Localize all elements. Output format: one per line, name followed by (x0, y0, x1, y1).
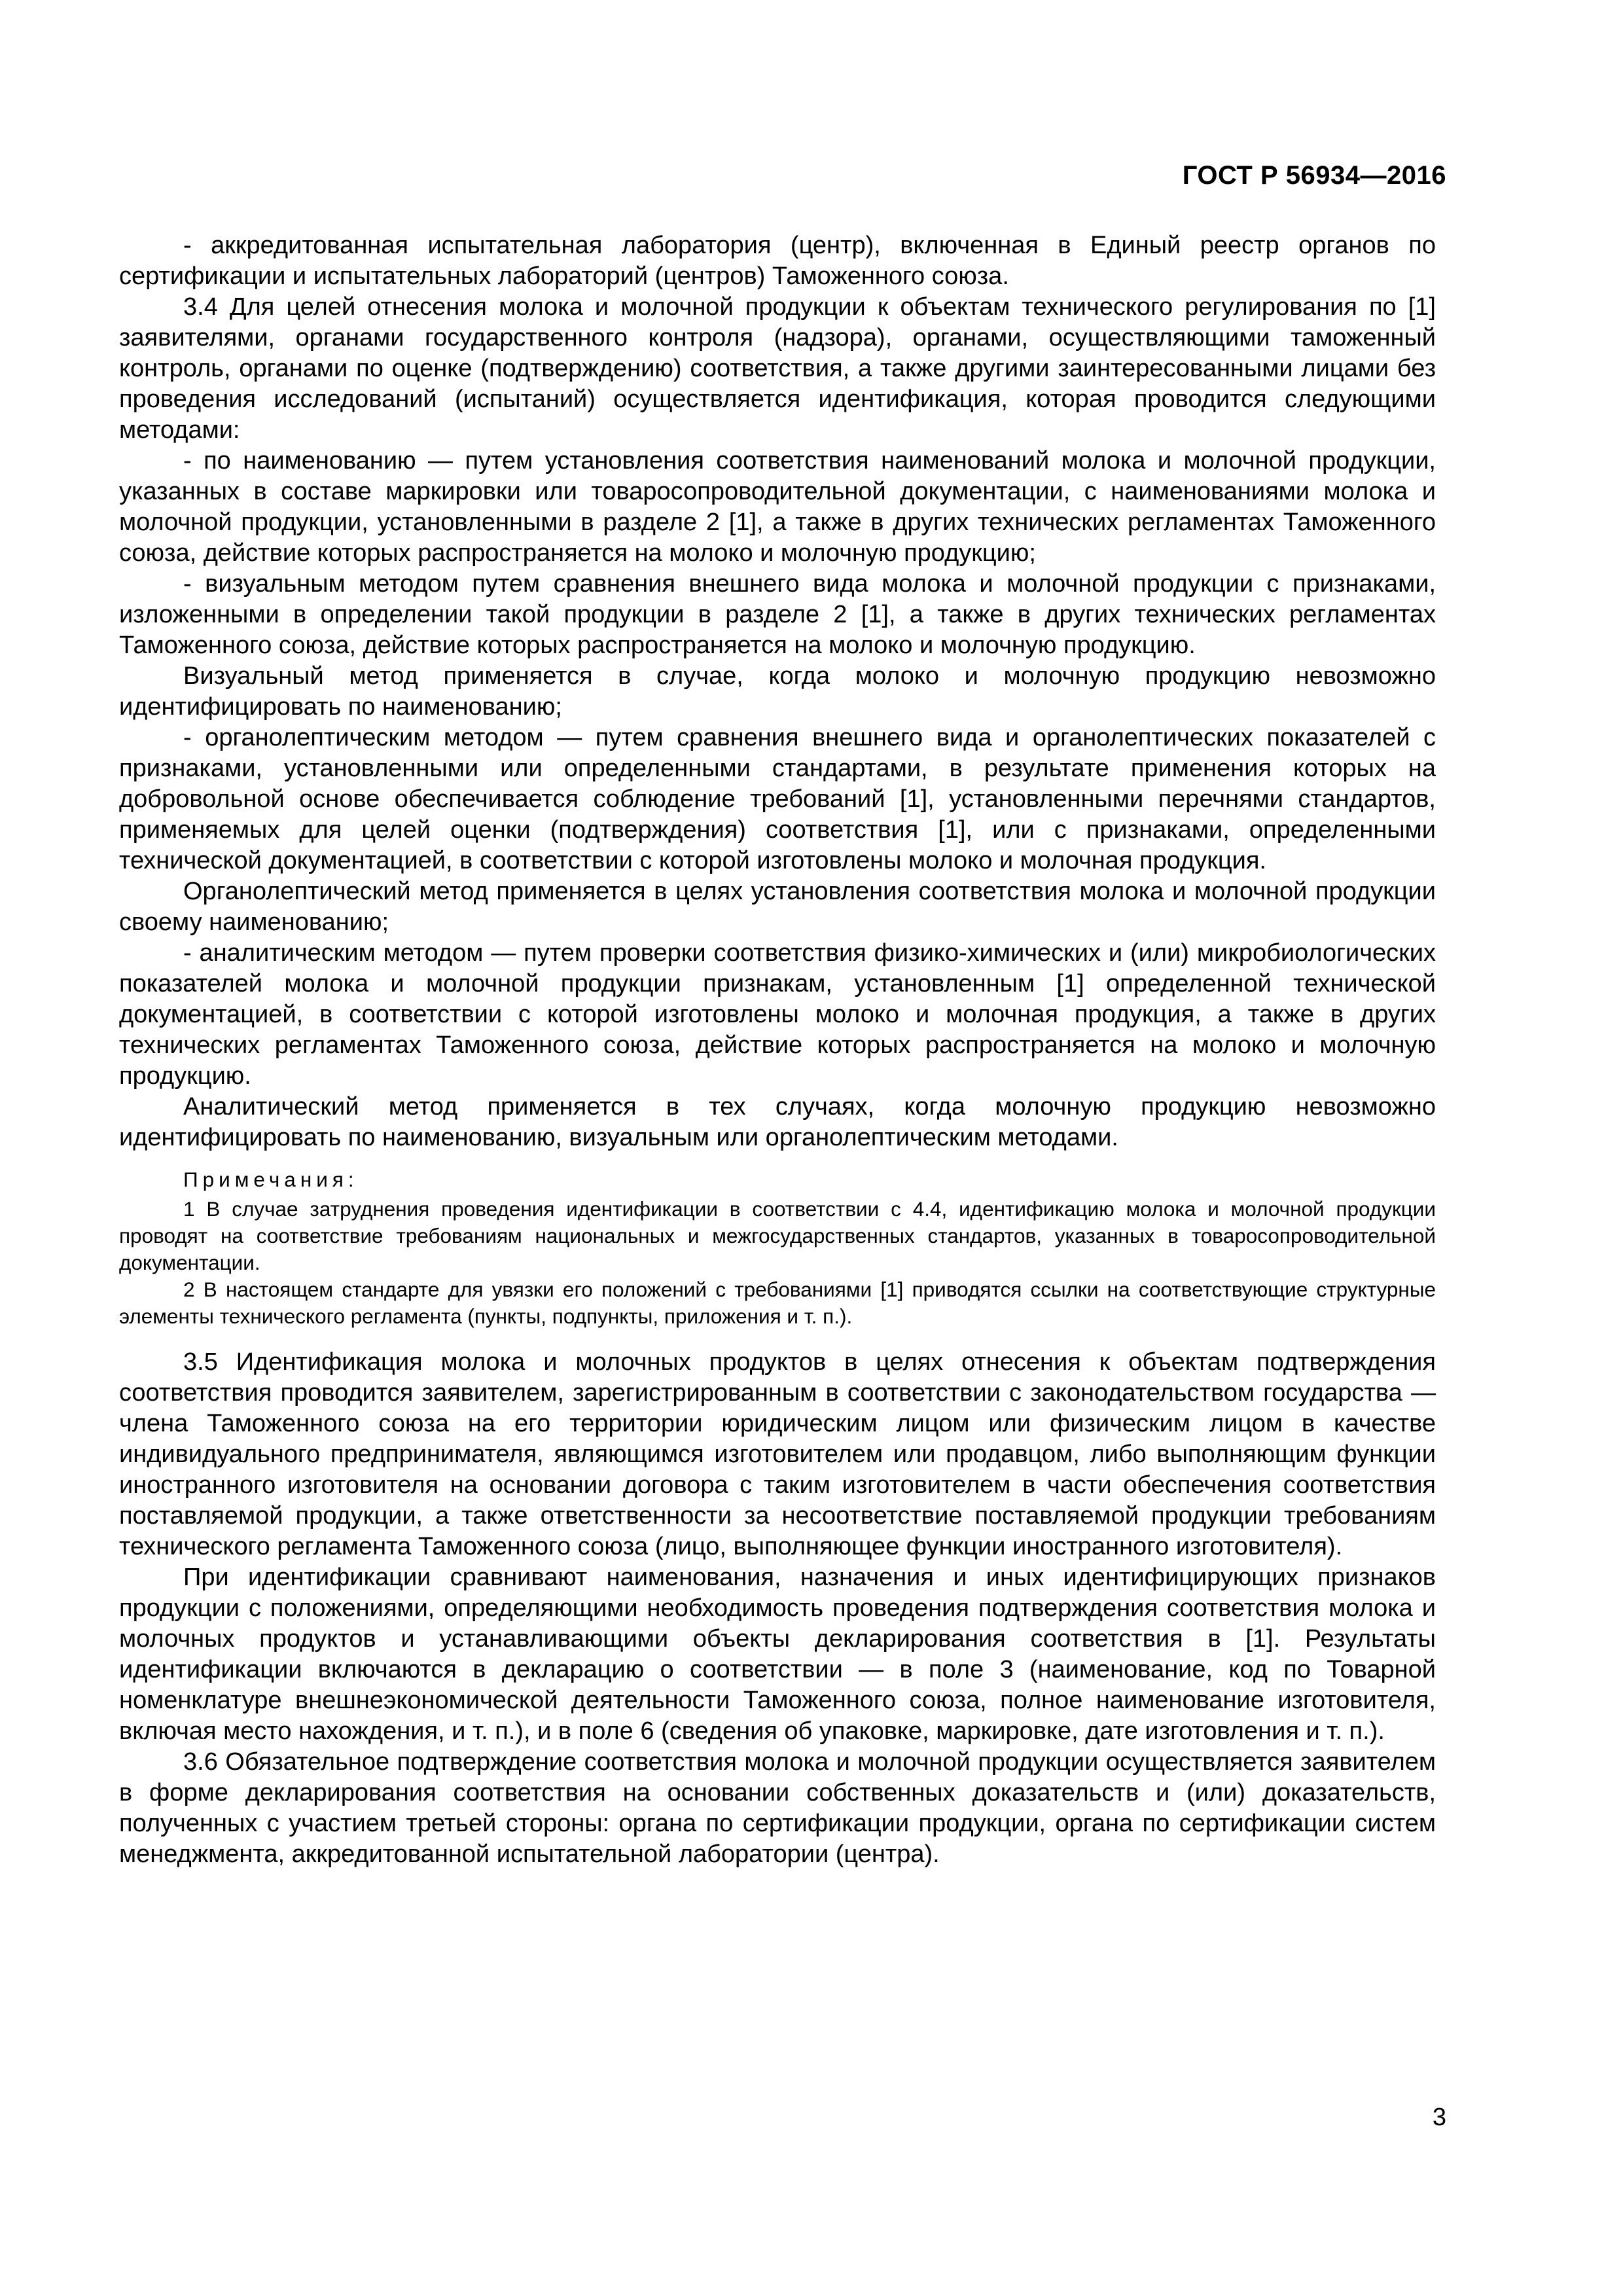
note-item: 1 В случае затруднения проведения идентификации в соответствии с 4.4, идентификацию молока и молочной продукции проводят на соответствие требованиям национальных и межгосударственных стандартов, указанных в товаросопроводительной документации. (119, 1197, 1436, 1274)
notes-block (119, 1166, 1436, 1330)
paragraph-3-4: 3.4 Для целей отнесения молока и молочной продукции к объектам технического регулирования по [1] заявителями, органами государственного контроля (надзора), органами, осуществляющими таможенный контроль, органами по оценке (подтверждению) соответствия, а также другими заинтересованными лицами без проведения исследований (испытаний) осуществляется идентификация, которая проводится следующими методами: (119, 293, 1436, 444)
paragraph-3-5: 3.5 Идентификация молока и молочных продуктов в целях отнесения к объектам подтверждения соответствия проводится заявителем, зарегистрированным в соответствии с законодательством государства — члена Таможенного союза на его территории юридическим лицом или физическим лицом в качестве индивидуального предпринимателя, являющимся изготовителем или продавцом, либо выполняющим функции иностранного изготовителя на основании договора с таким изготовителем в части обеспечения соответствия поставляемой продукции, а также ответственности за несоответствие поставляемой продукции требованиям технического регламента Таможенного союза (лицо, выполняющее функции иностранного изготовителя). (119, 1348, 1436, 1560)
paragraph: - по наименованию — путем установления соответствия наименований молока и молочной продукции, указанных в составе маркировки или товаросопроводительной документации, с наименованиями молока и молочной продукции, установленными в разделе 2 [1], а также в других технических регламентах Таможенного союза, действие которых распространяется на молоко и молочную продукцию; (119, 447, 1436, 567)
page-number: 3 (1432, 2104, 1446, 2131)
standard-number: ГОСТ Р 56934—2016 (1182, 161, 1446, 190)
paragraph-3-6: 3.6 Обязательное подтверждение соответствия молока и молочной продукции осуществляется заявителем в форме декларирования соответствия на основании собственных доказательств и (или) доказательств, полученных с участием третьей стороны: органа по сертификации продукции, органа по сертификации систем менеджмента, аккредитованной испытательной лаборатории (центра). (119, 1748, 1436, 1868)
paragraph: Визуальный метод применяется в случае, когда молоко и молочную продукцию невозможно идентифицировать по наименованию; (119, 662, 1436, 721)
paragraph: Аналитический метод применяется в тех случаях, когда молочную продукцию невозможно идентифицировать по наименованию, визуальным или органолептическим методами. (119, 1093, 1436, 1151)
notes-title: Примечания: (183, 1168, 359, 1191)
document-body (119, 230, 1436, 1870)
paragraph: При идентификации сравнивают наименования, назначения и иных идентифицирующих признаков продукции с положениями, определяющими необходимость проведения подтверждения соответствия молока и молочных продуктов и устанавливающими объекты декларирования соответствия в [1]. Результаты идентификации включаются в декларацию о соответствии — в поле 3 (наименование, код по Товарной номенклатуре внешнеэкономической деятельности Таможенного союза, полное наименование изготовителя, включая место нахождения, и т. п.), и в поле 6 (сведения об упаковке, маркировке, дате изготовления и т. п.). (119, 1564, 1436, 1745)
paragraph: - аккредитованная испытательная лаборатория (центр), включенная в Единый реестр органов по сертификации и испытательных лабораторий (центров) Таможенного союза. (119, 232, 1436, 290)
note-item: 2 В настоящем стандарте для увязки его положений с требованиями [1] приводятся ссылки на соответствующие структурные элементы технического регламента (пункты, подпункты, приложения и т. п.). (119, 1278, 1436, 1328)
paragraph: - аналитическим методом — путем проверки соответствия физико-химических и (или) микробиологических показателей молока и молочной продукции признакам, установленным [1] определенной технической документацией, в соответствии с которой изготовлены молоко и молочная продукция, а также в других технических регламентах Таможенного союза, действие которых распространяется на молоко и молочную продукцию. (119, 939, 1436, 1090)
paragraph: - визуальным методом путем сравнения внешнего вида молока и молочной продукции с признаками, изложенными в определении такой продукции в разделе 2 [1], а также в других технических регламентах Таможенного союза, действие которых распространяется на молоко и молочную продукцию. (119, 570, 1436, 659)
paragraph: - органолептическим методом — путем сравнения внешнего вида и органолептических показателей с признаками, установленными или определенными стандартами, в результате применения которых на добровольной основе обеспечивается соблюдение требований [1], установленными перечнями стандартов, применяемых для целей оценки (подтверждения) соответствия [1], или с признаками, определенными технической документацией, в соответствии с которой изготовлены молоко и молочная продукция. (119, 724, 1436, 874)
paragraph: Органолептический метод применяется в целях установления соответствия молока и молочной продукции своему наименованию; (119, 878, 1436, 936)
